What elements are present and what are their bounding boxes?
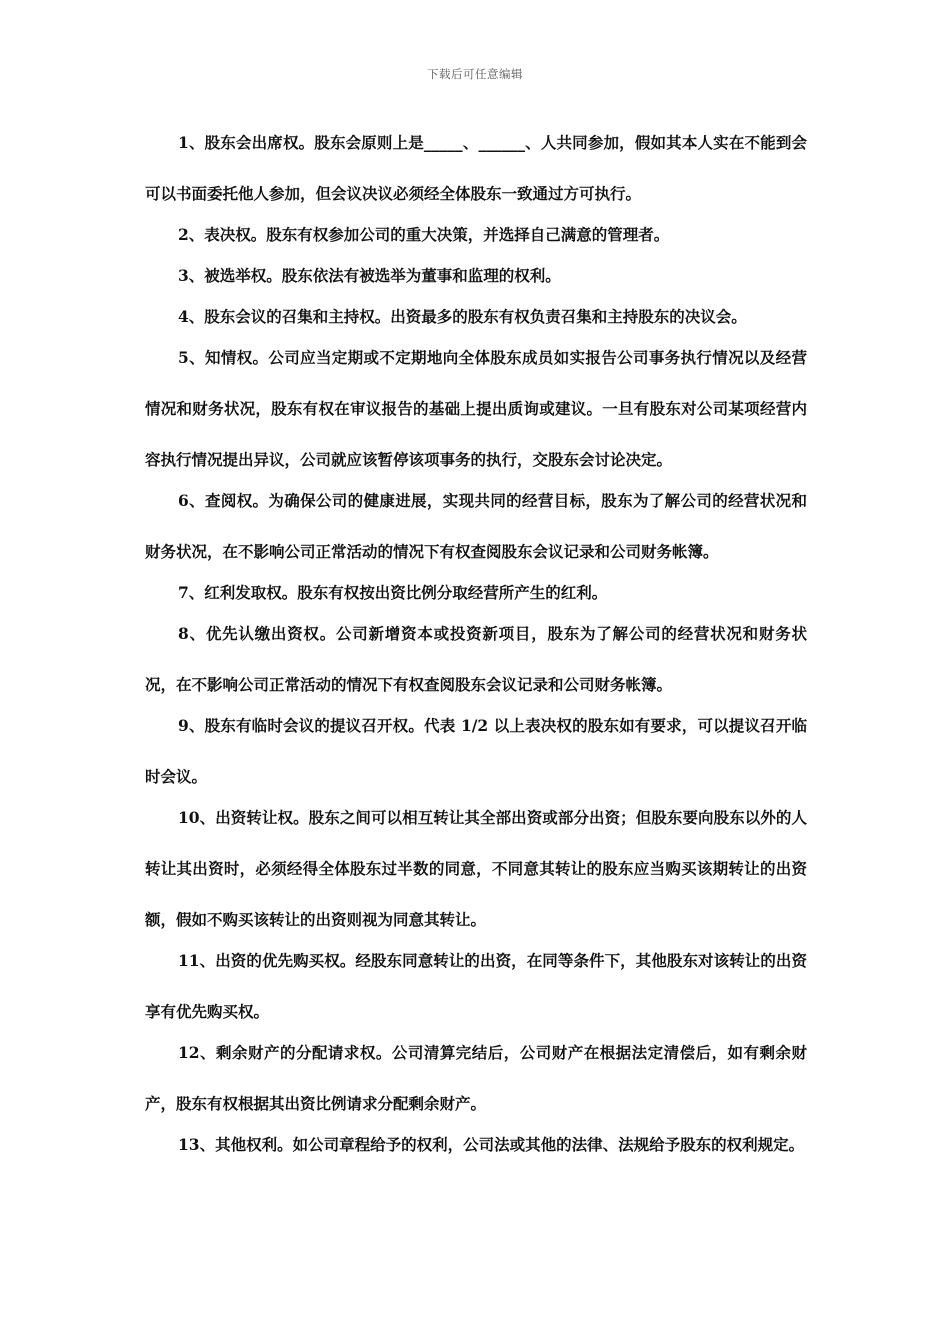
paragraph-item-4: 4、股东会议的召集和主持权。出资最多的股东有权负责召集和主持股东的决议会。	[178, 307, 747, 326]
paragraph-item-7: 7、红利发取权。股东有权按出资比例分取经营所产生的红利。	[178, 583, 608, 602]
paragraph-item-5: 5、知情权。公司应当定期或不定期地向全体股东成员如实报告公司事务执行情况以及经营情况和财务状况，股东有权在审议报告的基础上提出质询或建议。一旦有股东对公司某项经营内容执行情况提出异议，公司就应该暂停该项事务的执行，交股东会讨论决定。	[145, 348, 807, 469]
header-note: 下载后可任意编辑	[427, 67, 523, 81]
paragraph-item-6: 6、查阅权。为确保公司的健康进展，实现共同的经营目标，股东为了解公司的经营状况和财务状况，在不影响公司正常活动的情况下有权查阅股东会议记录和公司财务帐簿。	[145, 491, 807, 561]
paragraph-item-3: 3、被选举权。股东依法有被选举为董事和监理的权利。	[178, 266, 561, 285]
paragraph-item-8: 8、优先认缴出资权。公司新增资本或投资新项目，股东为了解公司的经营状况和财务状况，在不影响公司正常活动的情况下有权查阅股东会议记录和公司财务帐簿。	[145, 624, 807, 694]
paragraph-item-1: 1、股东会出席权。股东会原则上是_____、______、人共同参加，假如其本人实在不能到会可以书面委托他人参加，但会议决议必须经全体股东一致通过方可执行。	[145, 133, 807, 203]
paragraph-item-9: 9、股东有临时会议的提议召开权。代表 1/2 以上表决权的股东如有要求，可以提议召开临时会议。	[145, 716, 807, 786]
document-body	[145, 117, 807, 1170]
paragraph-item-10: 10、出资转让权。股东之间可以相互转让其全部出资或部分出资；但股东要向股东以外的人转让其出资时，必须经得全体股东过半数的同意，不同意其转让的股东应当购买该期转让的出资额，假如不购买该转让的出资则视为同意其转让。	[145, 808, 807, 929]
paragraph-item-2: 2、表决权。股东有权参加公司的重大决策，并选择自己满意的管理者。	[178, 225, 670, 244]
paragraph-item-11: 11、出资的优先购买权。经股东同意转让的出资，在同等条件下，其他股东对该转让的出资享有优先购买权。	[145, 951, 807, 1021]
paragraph-item-12: 12、剩余财产的分配请求权。公司清算完结后，公司财产在根据法定清偿后，如有剩余财产，股东有权根据其出资比例请求分配剩余财产。	[145, 1043, 807, 1113]
paragraph-item-13: 13、其他权利。如公司章程给予的权利，公司法或其他的法律、法规给予股东的权利规定。	[178, 1135, 805, 1154]
